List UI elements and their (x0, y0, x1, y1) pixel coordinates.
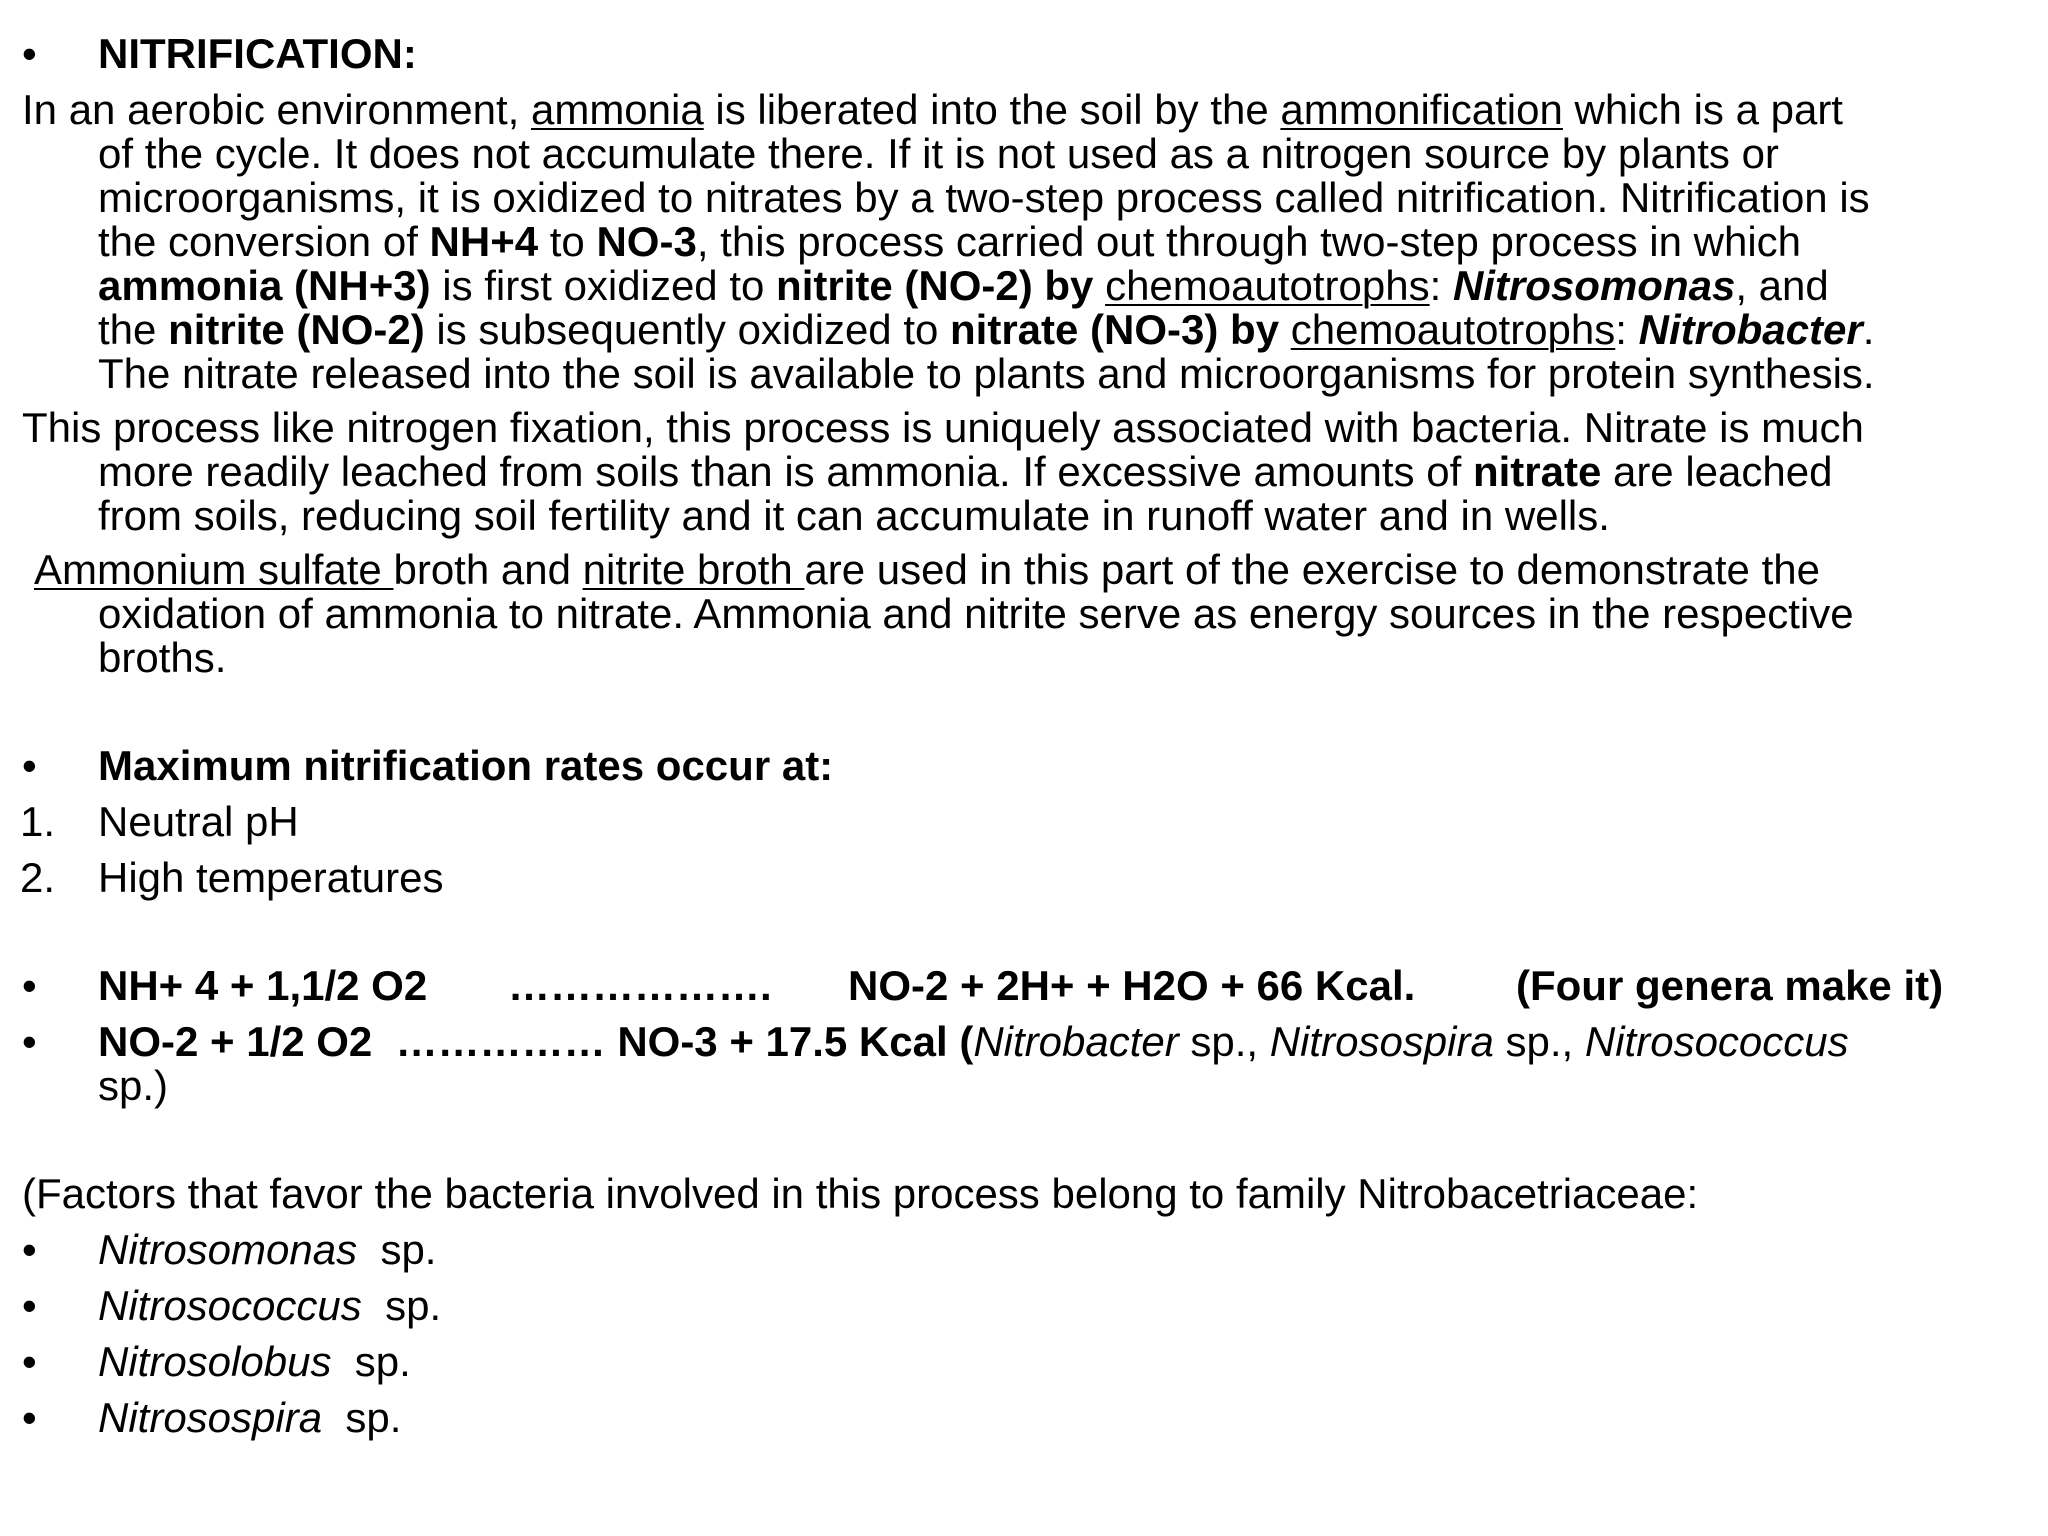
list-number: 2. (20, 854, 56, 901)
para1-line3: microorganisms, it is oxidized to nitrates by a two-step process called nitrification. Nitrification is (98, 174, 1870, 221)
bullet: • (22, 1226, 37, 1273)
para2-line2: more readily leached from soils than is ammonia. If excessive amounts of nitrate are leached (98, 448, 1833, 495)
para1-line5: ammonia (NH+3) is first oxidized to nitrite (NO-2) by chemoautotrophs: Nitrosomonas, and (98, 262, 1829, 309)
equation-2-cont: sp.) (98, 1062, 169, 1109)
bullet: • (22, 1282, 37, 1329)
bullet: • (22, 1394, 37, 1441)
list-number: 1. (20, 798, 56, 845)
equation-1-dots: ………………. (508, 962, 772, 1009)
equation-1-left: NH+ 4 + 1,1/2 O2 (98, 962, 428, 1009)
list-item: Nitrosococcus sp. (98, 1282, 442, 1329)
para1-line1: In an aerobic environment, ammonia is liberated into the soil by the ammonification which is a part (22, 86, 1843, 133)
bullet: • (22, 30, 37, 77)
para3-line1: Ammonium sulfate broth and nitrite broth are used in this part of the exercise to demonstrate the (34, 546, 1820, 593)
para1-line4: the conversion of NH+4 to NO-3, this process carried out through two-step process in which (98, 218, 1802, 265)
rates-heading: Maximum nitrification rates occur at: (98, 742, 834, 789)
list-item: Nitrosospira sp. (98, 1394, 402, 1441)
bullet: • (22, 1338, 37, 1385)
para2-line3: from soils, reducing soil fertility and it can accumulate in runoff water and in wells. (98, 492, 1610, 539)
section-heading: NITRIFICATION: (98, 30, 417, 77)
factors-intro: (Factors that favor the bacteria involved in this process belong to family Nitrobacetriaceae: (22, 1170, 1699, 1217)
equation-1-note: (Four genera make it) (1516, 962, 1944, 1009)
equation-2: NO-2 + 1/2 O2 …………… NO-3 + 17.5 Kcal (Nitrobacter sp., Nitrosospira sp., Nitrosococcus (98, 1018, 1849, 1065)
para3-line2: oxidation of ammonia to nitrate. Ammonia and nitrite serve as energy sources in the respective (98, 590, 1854, 637)
bullet: • (22, 962, 37, 1009)
para2-line1: This process like nitrogen fixation, this process is uniquely associated with bacteria. Nitrate is much (22, 404, 1864, 451)
para1-line2: of the cycle. It does not accumulate there. If it is not used as a nitrogen source by plants or (98, 130, 1779, 177)
list-item: Neutral pH (98, 798, 299, 845)
equation-1-right: NO-2 + 2H+ + H2O + 66 Kcal. (848, 962, 1416, 1009)
bullet: • (22, 1018, 37, 1065)
list-item: Nitrosomonas sp. (98, 1226, 437, 1273)
para1-line6: the nitrite (NO-2) is subsequently oxidized to nitrate (NO-3) by chemoautotrophs: Nitrobacter. (98, 306, 1875, 353)
list-item: High temperatures (98, 854, 444, 901)
para3-line3: broths. (98, 634, 227, 681)
list-item: Nitrosolobus sp. (98, 1338, 411, 1385)
para1-line7: The nitrate released into the soil is available to plants and microorganisms for protein synthesis. (98, 350, 1875, 397)
bullet: • (22, 742, 37, 789)
